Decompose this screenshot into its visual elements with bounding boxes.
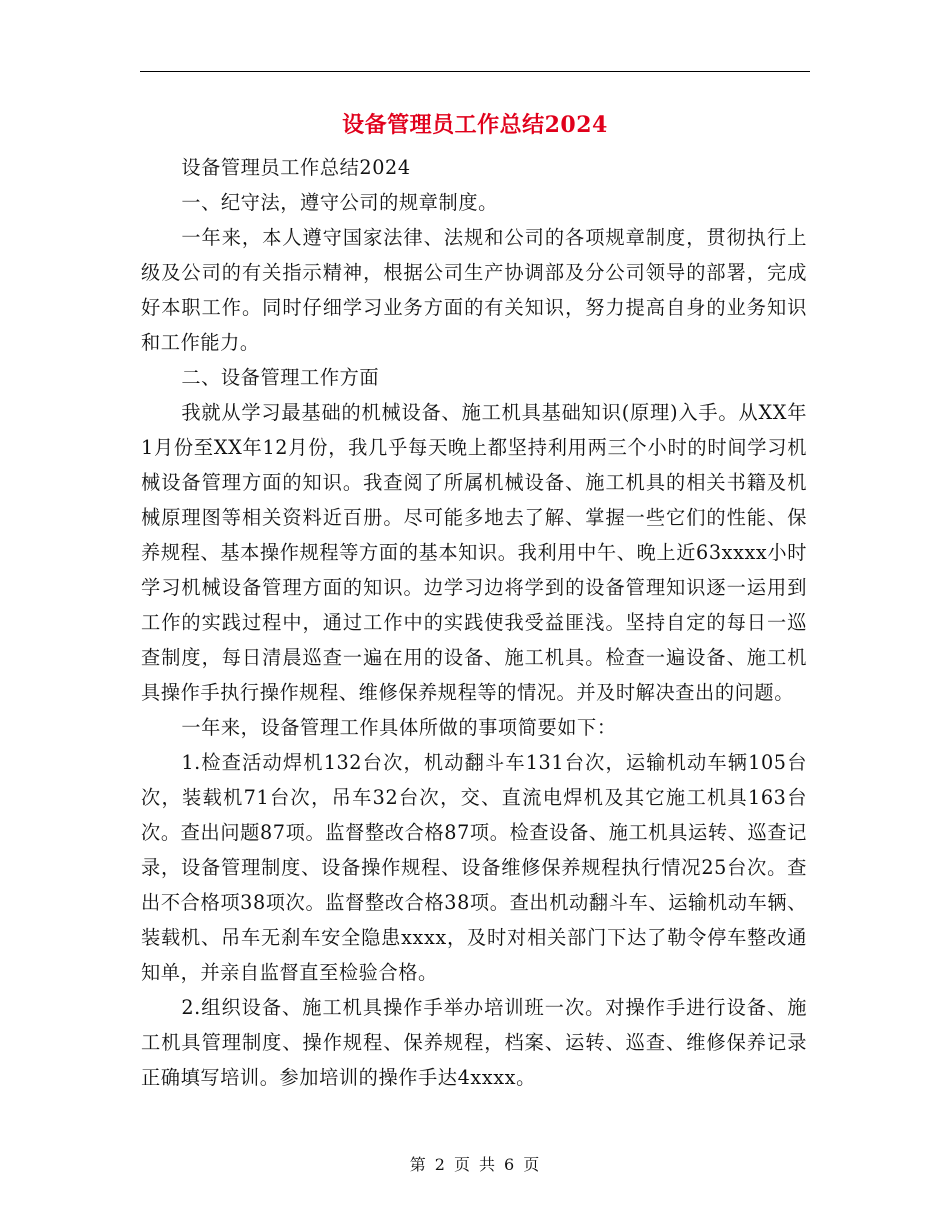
section-heading: 一、纪守法，遵守公司的规章制度。 bbox=[181, 191, 498, 214]
section-heading: 二、设备管理工作方面 bbox=[181, 366, 380, 389]
paragraph: 一年来，本人遵守国家法律、法规和公司的各项规章制度，贯彻执行上级及公司的有关指示精神，根据公司生产协调部及分公司领导的部署，完成好本职工作。同时仔细学习业务方面的有关知识，努力提高自身的业务知识和工作能力。 bbox=[141, 226, 807, 354]
header-rule bbox=[140, 71, 810, 72]
list-item: 1.检查活动焊机132台次，机动翻斗车131台次，运输机动车辆105台次，装载机71台次，吊车32台次，交、直流电焊机及其它施工机具163台次。查出问题87项。监督整改合格87项。检查设备、施工机具运转、巡查记录，设备管理制度、设备操作规程、设备维修保养规程执行情况25台次。查出不合格项38项次。监督整改合格38项。查出机动翻斗车、运输机动车辆、装载机、吊车无刹车安全隐患xxxx，及时对相关部门下达了勒令停车整改通知单，并亲自监督直至检验合格。 bbox=[141, 751, 807, 984]
document-body bbox=[141, 150, 807, 1095]
paragraph: 设备管理员工作总结2024 bbox=[181, 156, 411, 179]
paragraph: 一年来，设备管理工作具体所做的事项简要如下： bbox=[181, 716, 617, 739]
page-footer bbox=[140, 1152, 810, 1175]
footer-prefix: 第 bbox=[409, 1155, 427, 1174]
paragraph: 我就从学习最基础的机械设备、施工机具基础知识(原理)入手。从XX年1月份至XX年12月份，我几乎每天晚上都坚持利用两三个小时的时间学习机械设备管理方面的知识。我查阅了所属机械设备、施工机具的相关书籍及机械原理图等相关资料近百册。尽可能多地去了解、掌握一些它们的性能、保养规程、基本操作规程等方面的基本知识。我利用中午、晚上近63xxxx小时学习机械设备管理方面的知识。边学习边将学到的设备管理知识逐一运用到工作的实践过程中，通过工作中的实践使我受益匪浅。坚持自定的每日一巡查制度，每日清晨巡查一遍在用的设备、施工机具。检查一遍设备、施工机具操作手执行操作规程、维修保养规程等的情况。并及时解决查出的问题。 bbox=[141, 401, 807, 704]
total-pages-number: 6 bbox=[504, 1155, 516, 1174]
footer-suffix: 页 bbox=[523, 1155, 541, 1174]
current-page-number: 2 bbox=[434, 1155, 446, 1174]
list-item: 2.组织设备、施工机具操作手举办培训班一次。对操作手进行设备、施工机具管理制度、操作规程、保养规程，档案、运转、巡查、维修保养记录正确填写培训。参加培训的操作手达4xxxx。 bbox=[141, 996, 807, 1089]
footer-total-label: 共 bbox=[479, 1155, 497, 1174]
document-title: 设备管理员工作总结2024 bbox=[342, 112, 608, 138]
footer-page-label: 页 bbox=[453, 1155, 471, 1174]
